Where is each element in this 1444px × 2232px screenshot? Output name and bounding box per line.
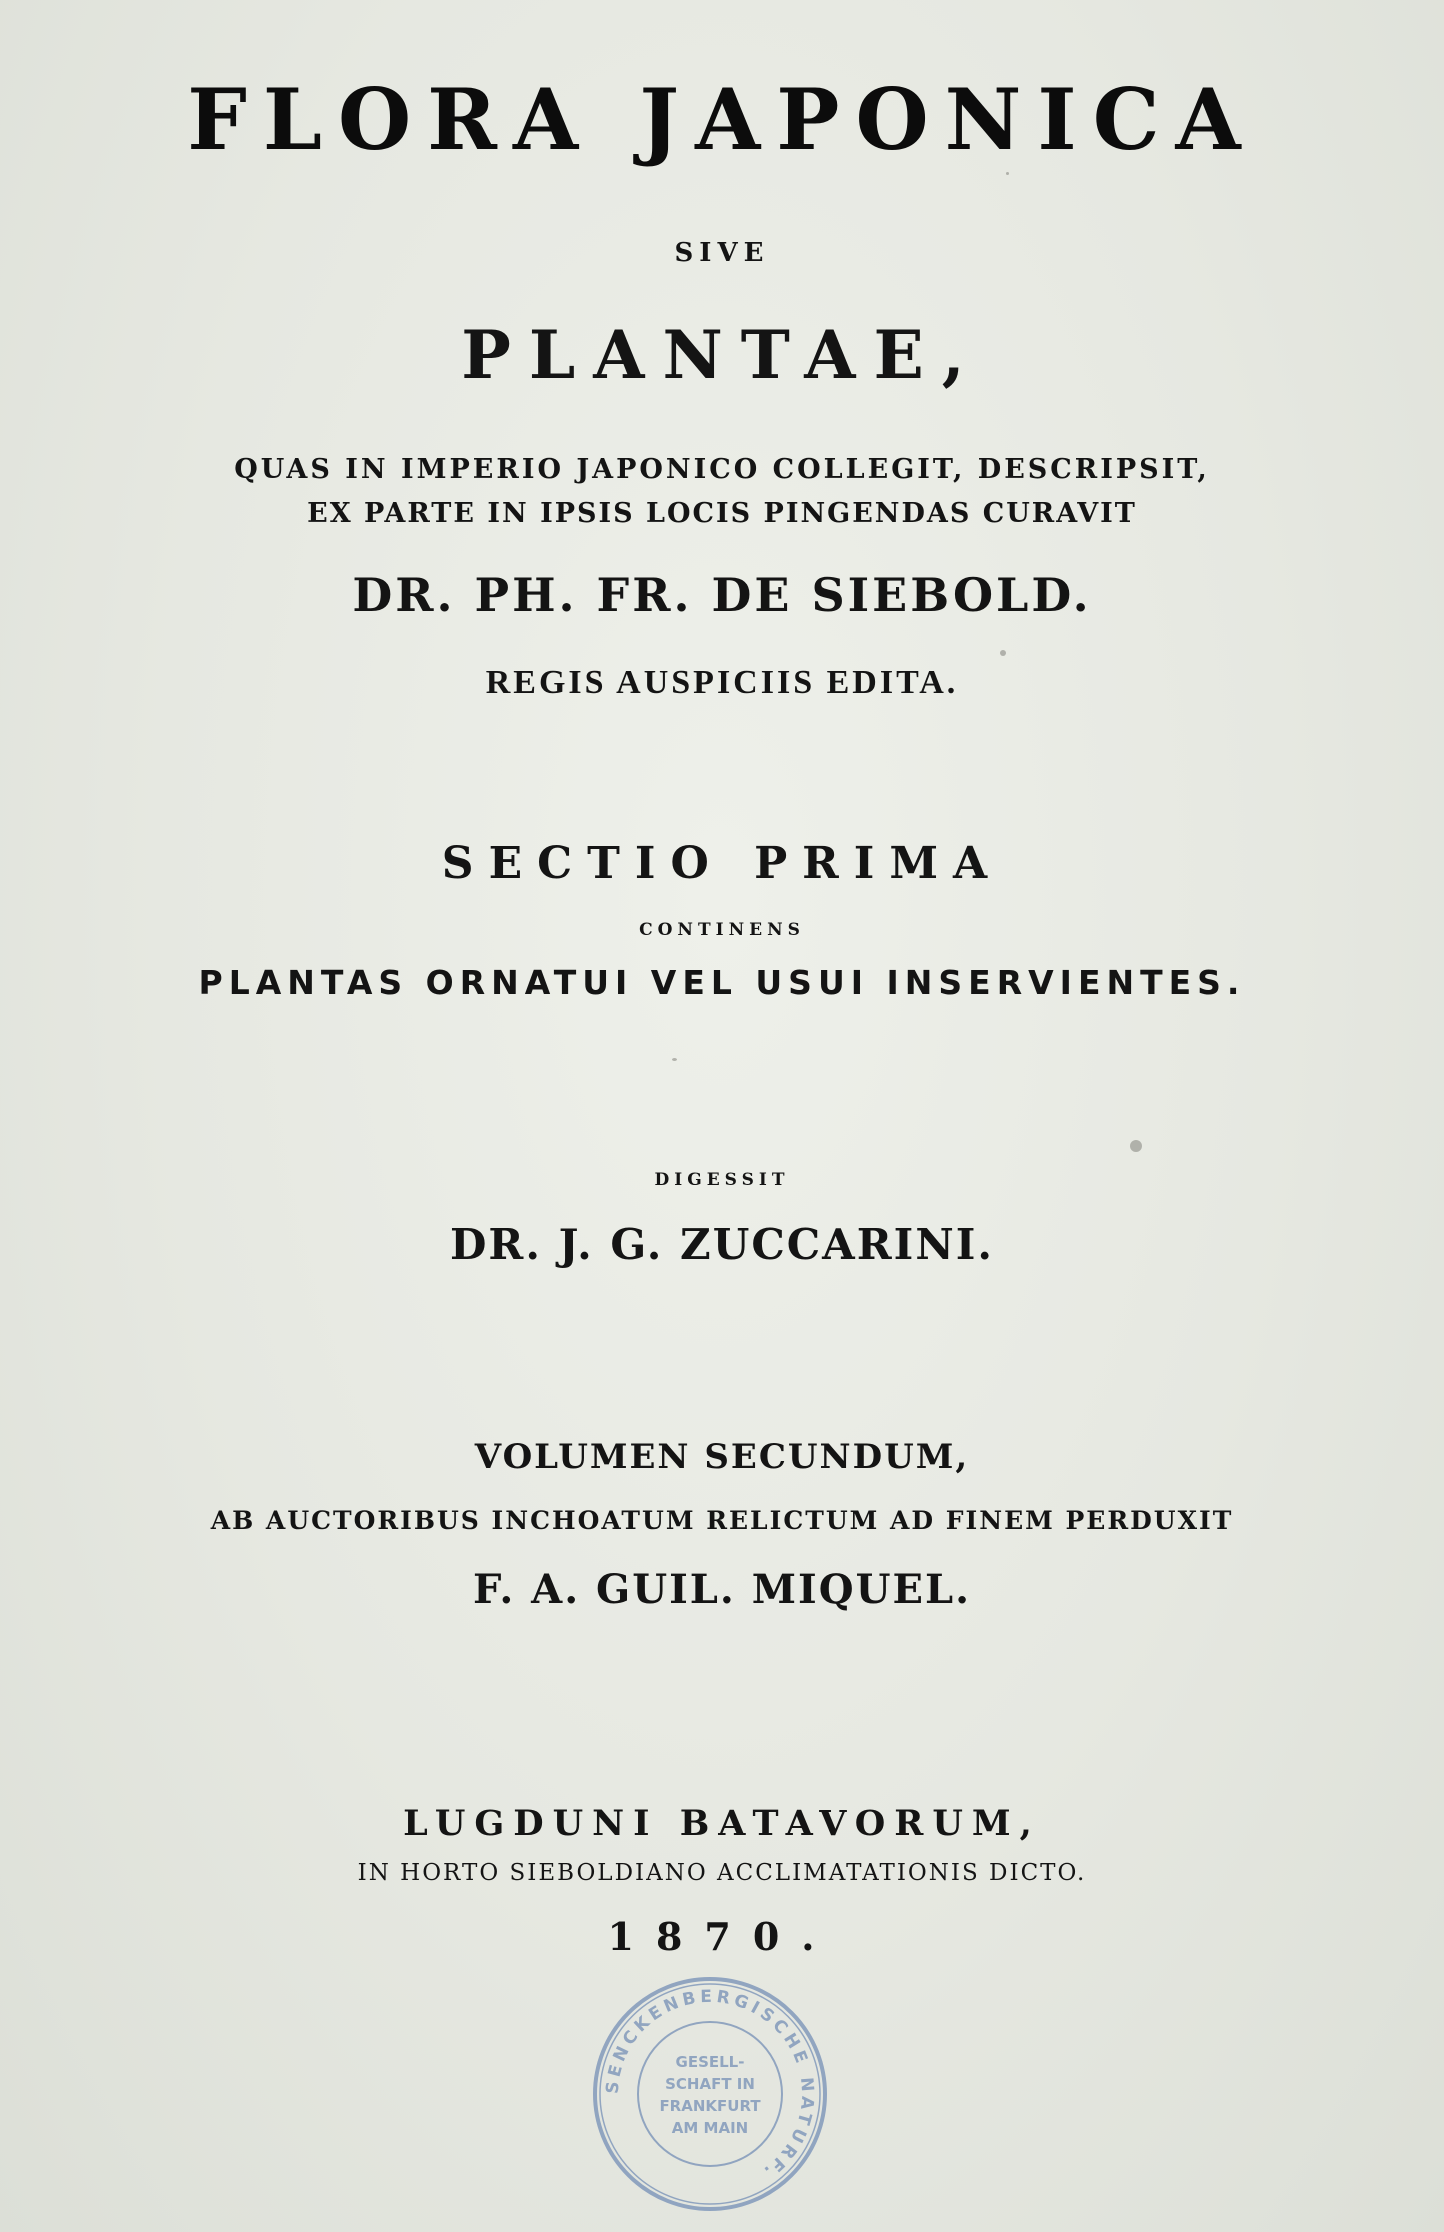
paper-speck [1006,172,1009,175]
stamp-inner-line: AM MAIN [671,2119,749,2137]
volume-label: VOLUMEN SECUNDUM, [474,1437,970,1477]
section-subtitle: PLANTAS ORNATUI VEL USUI INSERVIENTES. [198,963,1246,1002]
stamp-outer-text: SENCKENBERGISCHE NATURF. [602,1986,818,2184]
stamp-inner-line: GESELL- [675,2053,745,2071]
author-siebold: DR. PH. FR. DE SIEBOLD. [352,568,1092,622]
stamp-inner-line: FRANKFURT [659,2097,761,2115]
author-zuccarini: DR. J. G. ZUCCARINI. [450,1220,994,1269]
edita-line: REGIS AUSPICIIS EDITA. [485,664,959,701]
stamp-inner-line: SCHAFT IN [665,2075,755,2093]
completion-note: AB AUCTORIBUS INCHOATUM RELICTUM AD FINEM PERDUXIT [210,1506,1234,1535]
author-miquel: F. A. GUIL. MIQUEL. [472,1566,972,1613]
book-title: FLORA JAPONICA [187,70,1257,169]
imprint-detail: IN HORTO SIEBOLDIANO ACCLIMATATIONIS DICTO. [357,1860,1087,1886]
library-stamp-icon [588,1972,832,2216]
section-heading: SECTIO PRIMA [441,838,1003,889]
description-line-1: QUAS IN IMPERIO JAPONICO COLLEGIT, DESCRIPSIT, [234,454,1210,485]
paper-speck [672,1058,677,1061]
imprint-place: LUGDUNI BATAVORUM, [403,1803,1041,1844]
subtitle-plantae: PLANTAE, [461,316,983,394]
publication-year: 1870. [607,1914,837,1959]
paper-speck [1000,650,1006,656]
subtitle-sive: SIVE [674,238,770,268]
digessit-label: DIGESSIT [654,1170,790,1190]
description-line-2: EX PARTE IN IPSIS LOCIS PINGENDAS CURAVIT [307,498,1137,529]
continens-label: CONTINENS [639,920,805,940]
paper-speck [1130,1140,1142,1152]
